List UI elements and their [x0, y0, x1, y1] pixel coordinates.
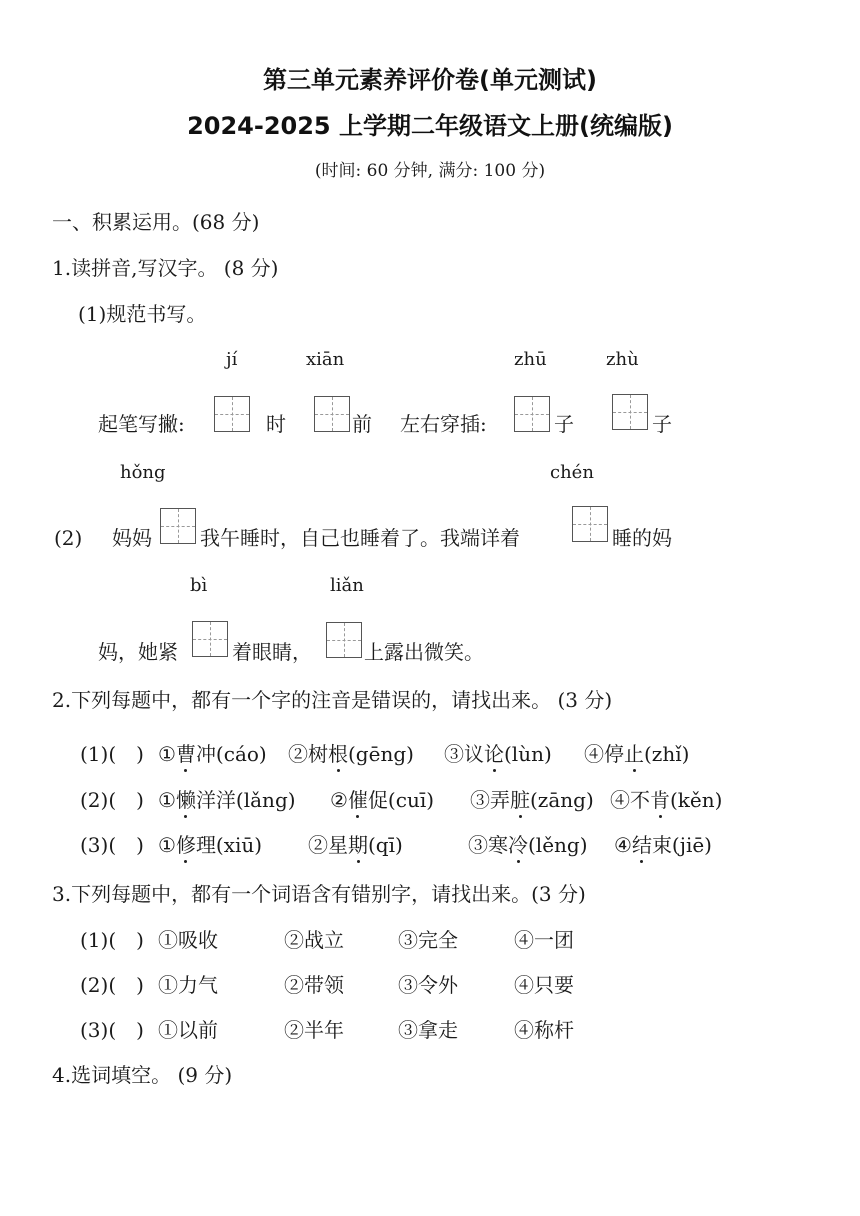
dotted-char: 止 — [624, 742, 644, 766]
q3-item2-opt3[interactable]: ③令外 — [398, 973, 458, 997]
writing-box-lian[interactable] — [326, 622, 362, 658]
row3-seg1: 妈，她紧 — [98, 640, 178, 664]
writing-box-hong[interactable] — [160, 508, 196, 544]
pinyin-zhu4: zhù — [606, 349, 639, 370]
dotted-char: 曹 — [175, 742, 196, 766]
row1-after-box1: 时 — [266, 412, 286, 436]
row1-after-box3: 子 — [554, 412, 574, 436]
q2-item2-opt2[interactable]: ②催促(cuī) — [330, 788, 435, 812]
q1-part2-label: (2) — [54, 526, 83, 550]
dotted-char: 懒 — [175, 788, 196, 812]
q2-item2-label: (2)( ) — [80, 788, 144, 812]
q2-item3-opt2[interactable]: ②星期(qī) — [308, 833, 403, 857]
pinyin-xian: xiān — [306, 349, 345, 370]
exam-info: (时间: 60 分钟, 满分: 100 分) — [314, 161, 546, 181]
q2-item2-opt4[interactable]: ④不肯(kěn) — [610, 788, 723, 812]
pinyin-hong: hǒng — [120, 462, 166, 483]
writing-box-xian[interactable] — [314, 396, 350, 432]
row1-lead: 起笔写撇: — [98, 412, 185, 436]
q3-item1-opt1[interactable]: ①吸收 — [158, 928, 218, 952]
dotted-char: 期 — [348, 833, 368, 857]
q2-item1-opt2[interactable]: ②树根(gēng) — [288, 742, 414, 766]
q3-item1-opt2[interactable]: ②战立 — [284, 928, 344, 952]
dotted-char: 脏 — [510, 788, 530, 812]
pinyin-chen: chén — [550, 462, 594, 483]
dotted-char: 催 — [347, 788, 368, 812]
q2-item1-opt4[interactable]: ④停止(zhǐ) — [584, 742, 690, 766]
q3-item1-opt4[interactable]: ④一团 — [514, 928, 574, 952]
q2-stem: 2.下列每题中，都有一个字的注音是错误的，请找出来。 (3 分) — [52, 688, 613, 712]
q3-item2-opt4[interactable]: ④只要 — [514, 973, 574, 997]
q2-item1-label: (1)( ) — [80, 742, 144, 766]
row1-after-box2: 前 — [352, 412, 372, 436]
writing-box-chen[interactable] — [572, 506, 608, 542]
q2-item3-opt4[interactable]: ④结束(jiē) — [614, 833, 712, 857]
q2-item2-opt1[interactable]: ①懒洋洋(lǎng) — [158, 788, 296, 812]
q4-stem: 4.选词填空。 (9 分) — [52, 1063, 233, 1087]
writing-box-bi[interactable] — [192, 621, 228, 657]
row3-seg2: 着眼睛， — [232, 640, 312, 664]
writing-box-zhu1[interactable] — [514, 396, 550, 432]
dotted-char: 冷 — [508, 833, 528, 857]
q3-item2-opt2[interactable]: ②带领 — [284, 973, 344, 997]
row1-after-box4: 子 — [652, 412, 672, 436]
writing-box-ji[interactable] — [214, 396, 250, 432]
row2-seg1: 妈妈 — [112, 526, 152, 550]
q3-item1-opt3[interactable]: ③完全 — [398, 928, 458, 952]
dotted-char: 结 — [631, 833, 652, 857]
section-heading: 一、积累运用。(68 分) — [52, 210, 260, 234]
dotted-char: 根 — [328, 742, 348, 766]
q1-stem: 1.读拼音,写汉字。 (8 分) — [52, 256, 279, 280]
title-line2: 2024-2025 上学期二年级语文上册(统编版) — [187, 112, 673, 140]
q3-item3-opt3[interactable]: ③拿走 — [398, 1018, 458, 1042]
writing-box-zhu4[interactable] — [612, 394, 648, 430]
q3-item3-label: (3)( ) — [80, 1018, 144, 1042]
row3-seg3: 上露出微笑。 — [364, 640, 484, 664]
pinyin-ji: jí — [226, 349, 238, 370]
q3-item2-opt1[interactable]: ①力气 — [158, 973, 218, 997]
q3-item3-opt2[interactable]: ②半年 — [284, 1018, 344, 1042]
q2-item2-opt3[interactable]: ③弄脏(zāng) — [470, 788, 594, 812]
pinyin-bi: bì — [190, 575, 208, 596]
dotted-char: 论 — [484, 742, 504, 766]
q3-stem: 3.下列每题中，都有一个词语含有错别字，请找出来。(3 分) — [52, 882, 586, 906]
q1-part1-label: (1)规范书写。 — [78, 302, 207, 326]
q3-item3-opt1[interactable]: ①以前 — [158, 1018, 218, 1042]
q2-item1-opt1[interactable]: ①曹冲(cáo) — [158, 742, 267, 766]
row2-seg3: 睡的妈 — [612, 526, 672, 550]
title-line1: 第三单元素养评价卷(单元测试) — [263, 66, 597, 94]
row1-mid: 左右穿插: — [400, 412, 487, 436]
q2-item3-label: (3)( ) — [80, 833, 144, 857]
dotted-char: 修 — [175, 833, 196, 857]
q3-item1-label: (1)( ) — [80, 928, 144, 952]
dotted-char: 肯 — [650, 788, 670, 812]
q3-item2-label: (2)( ) — [80, 973, 144, 997]
q3-item3-opt4[interactable]: ④称杆 — [514, 1018, 574, 1042]
q2-item3-opt3[interactable]: ③寒冷(lěng) — [468, 833, 588, 857]
q2-item3-opt1[interactable]: ①修理(xiū) — [158, 833, 263, 857]
pinyin-zhu1: zhū — [514, 349, 547, 370]
q2-item1-opt3[interactable]: ③议论(lùn) — [444, 742, 552, 766]
row2-seg2: 我午睡时，自己也睡着了。我端详着 — [200, 526, 520, 550]
pinyin-lian: liǎn — [330, 575, 364, 596]
